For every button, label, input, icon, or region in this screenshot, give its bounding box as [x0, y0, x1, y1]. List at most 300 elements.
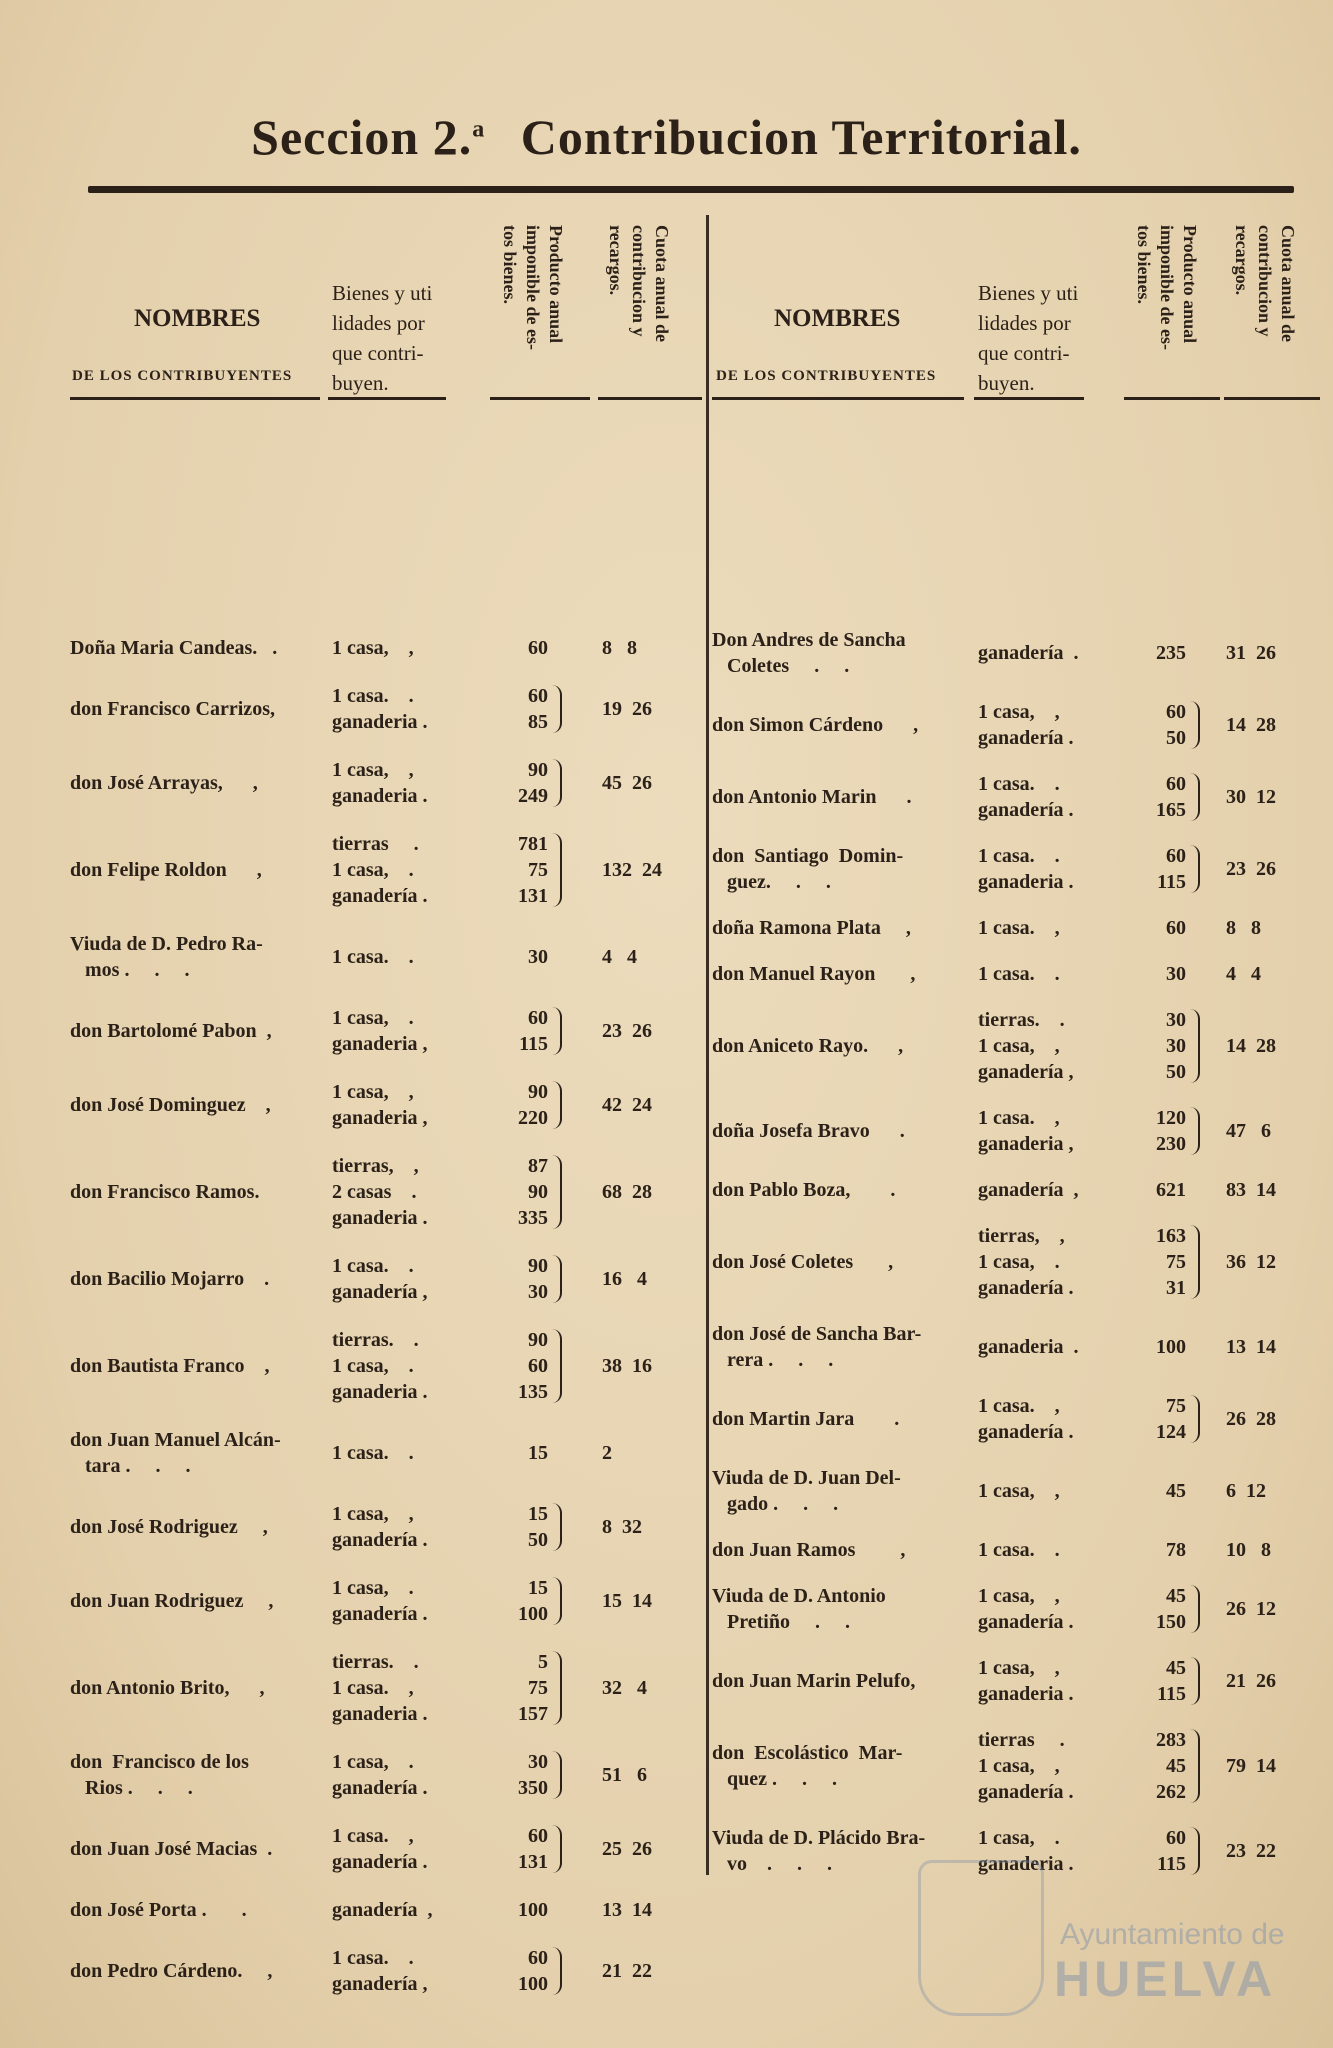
brace-icon: [1190, 1657, 1200, 1705]
bienes-line: ganaderia .: [332, 1703, 428, 1725]
contribuyente-name: [70, 931, 320, 983]
bienes-cell: [332, 1501, 428, 1553]
producto-value: 50: [1166, 727, 1186, 749]
bienes-line: 1 casa, ,: [978, 701, 1060, 723]
cuota-cell: 38 16: [602, 1355, 652, 1377]
producto-value: 30: [528, 1751, 548, 1773]
bienes-line: ganadería .: [332, 1529, 428, 1551]
producto-value: 163: [1156, 1225, 1186, 1247]
column-divider: [706, 215, 709, 1875]
cuota-cell: 8 8: [1226, 917, 1261, 939]
producto-value: 75: [1166, 1251, 1186, 1273]
cuota-cell: 14 28: [1226, 1035, 1276, 1057]
contribuyente-name: [712, 1177, 964, 1203]
bienes-line: 1 casa. .: [332, 685, 414, 707]
table-row: [70, 757, 698, 809]
bienes-line: 1 casa. .: [978, 963, 1060, 985]
producto-cell: [1126, 1393, 1186, 1445]
name-line: gado . . .: [712, 1493, 839, 1515]
header-underline: [1124, 397, 1220, 400]
brace-icon: [552, 1007, 562, 1055]
name-line: Coletes . .: [712, 655, 850, 677]
cuota-cell: 68 28: [602, 1181, 652, 1203]
bienes-line: tierras. .: [978, 1009, 1065, 1031]
producto-cell: [488, 1440, 548, 1466]
name-line: don José Coletes ,: [712, 1251, 894, 1273]
producto-value: 30: [1166, 1009, 1186, 1031]
table-row: [70, 1153, 698, 1231]
producto-cell: [488, 1005, 548, 1057]
cuota-cell: 23 26: [1226, 858, 1276, 880]
bienes-line: ganadería .: [978, 1781, 1074, 1803]
bienes-line: ganadería ,: [332, 1899, 433, 1921]
bienes-line: ganaderia .: [978, 1683, 1074, 1705]
bienes-line: 1 casa. ,: [978, 917, 1060, 939]
contribuyente-name: [70, 1018, 320, 1044]
cuota-cell: 47 6: [1226, 1120, 1271, 1142]
bienes-line: ganadería ,: [332, 1281, 428, 1303]
contribuyente-name: [70, 1514, 320, 1540]
brace-icon: [1190, 1107, 1200, 1155]
cuota-cell: 4 4: [602, 946, 637, 968]
bienes-line: 1 casa, ,: [978, 1035, 1060, 1057]
producto-value: 135: [518, 1381, 548, 1403]
producto-value: 165: [1156, 799, 1186, 821]
name-line: don Manuel Rayon ,: [712, 963, 916, 985]
bienes-cell: [978, 640, 1079, 666]
bienes-cell: [332, 1945, 428, 1997]
producto-value: 115: [519, 1033, 548, 1055]
contribuyente-name: [70, 1675, 320, 1701]
producto-value: 100: [518, 1603, 548, 1625]
bienes-cell: [978, 1007, 1074, 1085]
producto-value: 60: [528, 1355, 548, 1377]
bienes-cell: [978, 1393, 1074, 1445]
bienes-line: 1 casa, ,: [332, 1503, 414, 1525]
header-bienes-line: buyen.: [332, 371, 389, 395]
producto-value: 15: [528, 1503, 548, 1525]
table-row: [712, 843, 1308, 895]
bienes-line: tierras, ,: [978, 1225, 1065, 1247]
producto-value: 15: [528, 1442, 548, 1464]
bienes-line: ganaderia ,: [332, 1033, 428, 1055]
bienes-line: 1 casa. ,: [332, 1677, 414, 1699]
name-line: don Francisco Ramos.: [70, 1181, 260, 1203]
bienes-cell: [978, 771, 1074, 823]
name-line: don Pedro Cárdeno. ,: [70, 1960, 273, 1982]
contribuyente-name: [712, 1537, 964, 1563]
bienes-line: 1 casa, .: [332, 1751, 414, 1773]
bienes-cell: [978, 1727, 1074, 1805]
bienes-cell: [978, 1177, 1079, 1203]
header-underline: [1224, 397, 1320, 400]
bienes-line: 1 casa. .: [332, 1442, 414, 1464]
producto-value: 120: [1156, 1107, 1186, 1129]
table-row: [70, 1945, 698, 1997]
producto-value: 115: [1157, 871, 1186, 893]
producto-cell: [488, 757, 548, 809]
bienes-cell: [332, 944, 414, 970]
cuota-cell: 132 24: [602, 859, 662, 881]
name-line: don Juan Ramos ,: [712, 1539, 906, 1561]
bienes-line: tierras .: [978, 1729, 1065, 1751]
bienes-line: 1 casa. ,: [978, 1107, 1060, 1129]
bienes-line: 1 casa. .: [978, 1539, 1060, 1561]
producto-value: 50: [528, 1529, 548, 1551]
header-cuota: Cuota anual de contribucion y recargos.: [606, 225, 672, 343]
contribuyente-name: [70, 635, 320, 661]
bienes-cell: [332, 683, 428, 735]
header-bienes: [978, 278, 1078, 398]
bienes-line: 1 casa. ,: [332, 1825, 414, 1847]
table-row: [70, 635, 698, 661]
brace-icon: [552, 1255, 562, 1303]
contribuyente-name: [712, 627, 964, 679]
bienes-line: tierras .: [332, 833, 419, 855]
bienes-line: ganadería ,: [978, 1061, 1074, 1083]
brace-icon: [1190, 773, 1200, 821]
name-line: don Bautista Franco ,: [70, 1355, 270, 1377]
bienes-cell: [978, 961, 1060, 987]
producto-cell: [488, 1253, 548, 1305]
producto-value: 230: [1156, 1133, 1186, 1155]
brace-icon: [552, 833, 562, 907]
producto-cell: [1126, 1334, 1186, 1360]
contribuyente-name: [712, 1668, 964, 1694]
name-line: Viuda de D. Pedro Ra-: [70, 933, 263, 955]
producto-value: 75: [528, 1677, 548, 1699]
producto-value: 87: [528, 1155, 548, 1177]
table-row: [70, 1327, 698, 1405]
name-line: don Simon Cárdeno ,: [712, 714, 919, 736]
name-line: don Francisco de los: [70, 1751, 249, 1773]
brace-icon: [552, 1155, 562, 1229]
contribuyente-name: [70, 857, 320, 883]
name-line: don Francisco Carrizos,: [70, 698, 275, 720]
contribuyente-name: [70, 1749, 320, 1801]
producto-cell: [1126, 1105, 1186, 1157]
producto-value: 45: [1166, 1585, 1186, 1607]
cuota-cell: 16 4: [602, 1268, 647, 1290]
bienes-cell: [978, 915, 1060, 941]
bienes-line: ganadería .: [978, 799, 1074, 821]
producto-cell: [488, 635, 548, 661]
producto-value: 60: [1166, 917, 1186, 939]
producto-value: 90: [528, 1329, 548, 1351]
header-underline: [70, 397, 320, 400]
bienes-cell: [332, 831, 428, 909]
name-line: Pretiño . .: [712, 1611, 850, 1633]
table-row: [712, 1223, 1308, 1301]
cuota-cell: 30 12: [1226, 786, 1276, 808]
contribuyente-name: [70, 696, 320, 722]
producto-cell: [1126, 1223, 1186, 1301]
name-line: don Pablo Boza, .: [712, 1179, 896, 1201]
cuota-cell: 79 14: [1226, 1755, 1276, 1777]
name-line: don Santiago Domin-: [712, 845, 904, 867]
table-row: [70, 683, 698, 735]
bienes-line: ganaderia ,: [332, 1107, 428, 1129]
brace-icon: [1190, 845, 1200, 893]
bienes-cell: [332, 1153, 428, 1231]
name-line: don Aniceto Rayo. ,: [712, 1035, 904, 1057]
bienes-line: ganadería .: [978, 1611, 1074, 1633]
table-row: [712, 1393, 1308, 1445]
title-main: Contribucion Territorial.: [520, 109, 1082, 165]
table-row: [70, 1501, 698, 1553]
contribuyente-name: [712, 1249, 964, 1275]
bienes-line: 1 casa, ,: [978, 1480, 1060, 1502]
header-underline: [490, 397, 590, 400]
contribuyente-name: [712, 1118, 964, 1144]
header-producto: Producto anual imponible de es- tos bienes.: [1134, 225, 1200, 351]
producto-value: 157: [518, 1703, 548, 1725]
producto-cell: [1126, 843, 1186, 895]
table-header: [712, 205, 1308, 405]
header-bienes: [332, 278, 432, 398]
producto-value: 60: [1166, 1827, 1186, 1849]
producto-value: 100: [518, 1899, 548, 1921]
contribuyente-name: [70, 1353, 320, 1379]
left-column: [70, 205, 698, 1995]
name-line: mos . . .: [70, 959, 190, 981]
producto-value: 78: [1166, 1539, 1186, 1561]
producto-value: 131: [518, 885, 548, 907]
brace-icon: [552, 1081, 562, 1129]
brace-icon: [552, 1329, 562, 1403]
brace-icon: [552, 759, 562, 807]
producto-value: 235: [1156, 642, 1186, 664]
producto-cell: [1126, 1478, 1186, 1504]
cuota-cell: 42 24: [602, 1094, 652, 1116]
cuota-cell: 8 8: [602, 637, 637, 659]
cuota-cell: 4 4: [1226, 963, 1261, 985]
cuota-cell: 23 26: [602, 1020, 652, 1042]
cuota-cell: 14 28: [1226, 714, 1276, 736]
bienes-cell: [332, 1005, 428, 1057]
bienes-line: ganadería .: [978, 727, 1074, 749]
table-header: [70, 205, 698, 405]
cuota-cell: 51 6: [602, 1764, 647, 1786]
bienes-cell: [332, 1327, 428, 1405]
name-line: guez. . .: [712, 871, 831, 893]
bienes-cell: [332, 1823, 428, 1875]
right-column: [712, 205, 1308, 1885]
brace-icon: [1190, 701, 1200, 749]
bienes-line: ganaderia .: [332, 785, 428, 807]
producto-value: 60: [1166, 701, 1186, 723]
producto-value: 90: [528, 1181, 548, 1203]
producto-value: 124: [1156, 1421, 1186, 1443]
name-line: don Juan Rodriguez ,: [70, 1590, 274, 1612]
bienes-line: ganadería ,: [978, 1179, 1079, 1201]
bienes-line: ganaderia .: [332, 1381, 428, 1403]
contribuyente-name: [70, 1092, 320, 1118]
table-row: [70, 1253, 698, 1305]
contribuyente-name: [70, 1958, 320, 1984]
name-line: Viuda de D. Juan Del-: [712, 1467, 901, 1489]
table-row: [70, 831, 698, 909]
name-line: don Antonio Brito, ,: [70, 1677, 265, 1699]
producto-cell: [1126, 1007, 1186, 1085]
name-line: Viuda de D. Antonio: [712, 1585, 886, 1607]
producto-value: 5: [538, 1651, 548, 1673]
name-line: don Antonio Marin .: [712, 786, 912, 808]
producto-cell: [488, 1501, 548, 1553]
name-line: tara . . .: [70, 1455, 191, 1477]
header-bienes-line: que contri-: [332, 341, 424, 365]
bienes-line: 1 casa, .: [332, 1577, 414, 1599]
producto-value: 150: [1156, 1611, 1186, 1633]
producto-value: 75: [1166, 1395, 1186, 1417]
name-line: quez . . .: [712, 1768, 837, 1790]
brace-icon: [552, 1751, 562, 1799]
header-underline: [974, 397, 1084, 400]
producto-cell: [488, 1153, 548, 1231]
producto-cell: [1126, 771, 1186, 823]
contribuyente-name: [712, 961, 964, 987]
name-line: don José Rodriguez ,: [70, 1516, 268, 1538]
producto-value: 283: [1156, 1729, 1186, 1751]
header-producto: Producto anual imponible de es- tos bienes.: [500, 225, 566, 351]
producto-cell: [488, 1327, 548, 1405]
cuota-cell: 23 22: [1226, 1840, 1276, 1862]
producto-cell: [1126, 1655, 1186, 1707]
cuota-cell: 45 26: [602, 772, 652, 794]
producto-cell: [488, 1575, 548, 1627]
producto-value: 85: [528, 711, 548, 733]
producto-cell: [1126, 1177, 1186, 1203]
table-row: [70, 1575, 698, 1627]
table-row: [712, 1007, 1308, 1085]
brace-icon: [552, 1651, 562, 1725]
producto-cell: [1126, 1583, 1186, 1635]
table-row: [712, 627, 1308, 679]
bienes-cell: [978, 699, 1074, 751]
contribuyente-name: [712, 1033, 964, 1059]
producto-value: 90: [528, 1081, 548, 1103]
name-line: doña Ramona Plata ,: [712, 917, 911, 939]
contribuyente-name: [712, 843, 964, 895]
name-line: don Juan Manuel Alcán-: [70, 1429, 281, 1451]
cuota-cell: 21 22: [602, 1960, 652, 1982]
producto-value: 31: [1166, 1277, 1186, 1299]
name-line: don Martin Jara .: [712, 1408, 900, 1430]
table-row: [712, 1177, 1308, 1203]
cuota-cell: 8 32: [602, 1516, 642, 1538]
bienes-line: 2 casas .: [332, 1181, 417, 1203]
header-underline: [598, 397, 702, 400]
producto-cell: [1126, 640, 1186, 666]
header-de-los-contribuyentes: DE LOS CONTRIBUYENTES: [716, 368, 937, 384]
producto-value: 30: [528, 946, 548, 968]
cuota-cell: 10 8: [1226, 1539, 1271, 1561]
producto-value: 90: [528, 1255, 548, 1277]
bienes-line: ganadería .: [332, 1777, 428, 1799]
table-row: [712, 1583, 1308, 1635]
producto-value: 30: [528, 1281, 548, 1303]
bienes-line: ganadería ,: [332, 1973, 428, 1995]
name-line: rera . . .: [712, 1349, 834, 1371]
producto-cell: [1126, 1727, 1186, 1805]
producto-cell: [488, 1749, 548, 1801]
cuota-cell: 13 14: [1226, 1336, 1276, 1358]
bienes-line: tierras. .: [332, 1329, 419, 1351]
table-row: [70, 1749, 698, 1801]
bienes-line: ganaderia .: [978, 871, 1074, 893]
bienes-line: ganaderia .: [978, 1336, 1079, 1358]
table-row: [712, 771, 1308, 823]
name-line: doña Josefa Bravo .: [712, 1120, 905, 1142]
table-row: [712, 915, 1308, 941]
table-row: [70, 1079, 698, 1131]
cuota-cell: 2: [602, 1442, 612, 1464]
bienes-line: 1 casa. ,: [978, 1395, 1060, 1417]
table-row: [70, 1823, 698, 1875]
bienes-cell: [978, 843, 1074, 895]
contribuyente-name: [712, 1406, 964, 1432]
bienes-line: ganadería .: [978, 1277, 1074, 1299]
bienes-cell: [332, 1575, 428, 1627]
producto-value: 15: [528, 1577, 548, 1599]
producto-cell: [488, 944, 548, 970]
bienes-line: 1 casa, ,: [332, 1081, 414, 1103]
table-row: [712, 1105, 1308, 1157]
title-rule: [88, 186, 1294, 193]
contribuyente-name: [70, 1179, 320, 1205]
bienes-cell: [978, 1334, 1079, 1360]
name-line: don Felipe Roldon ,: [70, 859, 262, 881]
table-row: [70, 1897, 698, 1923]
producto-value: 621: [1156, 1179, 1186, 1201]
bienes-line: 1 casa. .: [332, 1947, 414, 1969]
table-row: [712, 1465, 1308, 1517]
producto-value: 100: [518, 1973, 548, 1995]
name-line: don José Dominguez ,: [70, 1094, 271, 1116]
bienes-line: tierras, ,: [332, 1155, 419, 1177]
cuota-cell: 26 12: [1226, 1598, 1276, 1620]
name-line: don Bartolomé Pabon ,: [70, 1020, 272, 1042]
producto-value: 115: [1157, 1853, 1186, 1875]
header-bienes-line: buyen.: [978, 371, 1035, 395]
name-line: don José Porta . .: [70, 1899, 247, 1921]
producto-value: 30: [1166, 963, 1186, 985]
bienes-line: 1 casa, .: [332, 1355, 414, 1377]
producto-value: 60: [528, 1007, 548, 1029]
producto-value: 335: [518, 1207, 548, 1229]
producto-cell: [488, 1079, 548, 1131]
bienes-line: tierras. .: [332, 1651, 419, 1673]
contribuyente-name: [70, 1897, 320, 1923]
producto-value: 50: [1166, 1061, 1186, 1083]
bienes-line: 1 casa. .: [978, 845, 1060, 867]
producto-value: 100: [1156, 1336, 1186, 1358]
header-underline: [712, 397, 964, 400]
bienes-line: ganadería .: [978, 642, 1079, 664]
header-nombres: NOMBRES: [134, 305, 261, 332]
bienes-cell: [332, 635, 414, 661]
producto-value: 45: [1166, 1480, 1186, 1502]
bienes-cell: [978, 1583, 1074, 1635]
bienes-cell: [332, 1253, 428, 1305]
bienes-line: ganaderia .: [332, 1207, 428, 1229]
producto-value: 60: [1166, 773, 1186, 795]
bienes-line: 1 casa, .: [332, 1007, 414, 1029]
name-line: Doña Maria Candeas. .: [70, 637, 278, 659]
header-bienes-line: lidades por: [978, 311, 1071, 335]
header-de-los-contribuyentes: DE LOS CONTRIBUYENTES: [72, 368, 293, 384]
bienes-line: ganadería .: [332, 1851, 428, 1873]
